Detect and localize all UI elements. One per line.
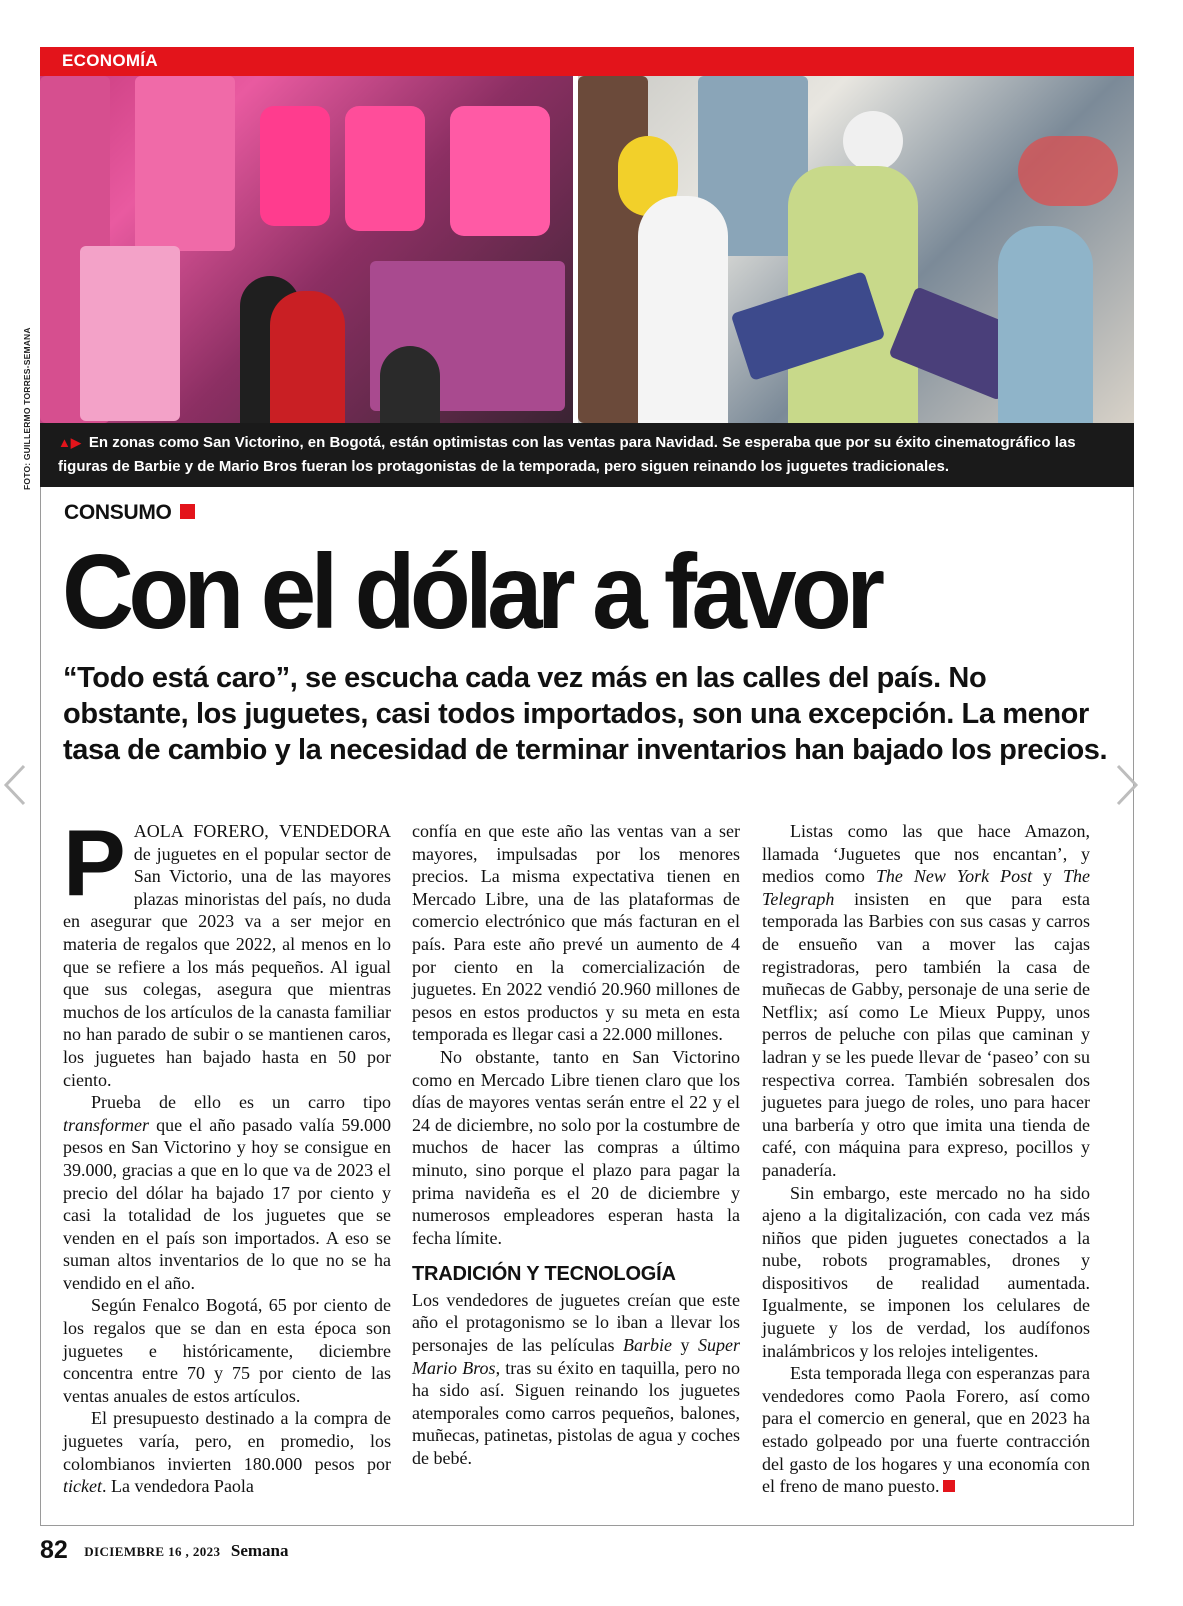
page-footer xyxy=(40,1536,289,1565)
section-label: ECONOMÍA xyxy=(62,51,158,70)
paragraph: PAOLA FORERO, VENDEDORA de juguetes en el popular sector de San Victorio, una de las mayores plazas minoristas del país, no duda en asegurar que 2023 va a ser mejor en materia de regalos que 2022, al menos en lo que se refiere a los más pequeños. Al igual que sus colegas, asegura que mientras muchos de los artículos de la canasta familiar no han parado de subir o se mantienen caros, los juguetes han bajado hasta en 50 por ciento. xyxy=(63,810,391,1090)
paragraph: El presupuesto destinado a la compra de juguetes varía, pero, en promedio, los colombianos invierten 180.000 pesos por ticket. La vendedora Paola xyxy=(63,1408,391,1497)
section-bar xyxy=(40,47,1134,76)
paragraph: Los vendedores de juguetes creían que este año el protagonismo se lo iban a llevar los personajes de las películas Barbie y Super Mario Bros, tras su éxito en taquilla, pero no ha sido así. Siguen reinando los juguetes atemporales como carros pequeños, balones, muñecas, patinetas, pistolas de agua y coches de bebé. xyxy=(412,1289,741,1469)
paragraph: Sin embargo, este mercado no ha sido ajeno a la digitalización, con cada vez más niños que piden juguetes conectados a la nube, robots programables, drones y dispositivos de realidad aumentada. Igualmente, se imponen los celulares de juguete y los de verdad, los audífonos inalámbricos y los relojes inteligentes. xyxy=(762,1182,1090,1361)
kicker xyxy=(64,501,195,525)
kicker-square-icon xyxy=(180,504,195,519)
page-number: 82 xyxy=(40,1536,68,1564)
toy-store-photo-right xyxy=(578,76,1134,423)
paragraph: Listas como las que hace Amazon, llamada ‘Juguetes que nos encantan’, y medios como The New York Post y The Telegraph insisten en que para esta temporada las Barbies con sus casas y carros de ensueño van a mover las cajas registradoras, pero también la casa de muñecas de Gabby, personaje de una serie de Netflix; así como Le Mieux Puppy, unos perros de peluche con pilas que caminan y ladran y se les puede llevar de ‘paseo’ con su respectiva correa. También sobresalen dos juguetes para juego de roles, uno para hacer una barbería y otro que imita una tienda de café, con máquina para expreso, pocillos y panadería. xyxy=(762,821,1090,1180)
previous-page-icon[interactable] xyxy=(0,762,30,808)
paragraph: Esta temporada llega con esperanzas para vendedores como Paola Forero, así como para el comercio en general, que en 2023 ha estado golpeado por una fuerte contracción del gasto de los hogares y una economía con el freno de mano puesto. xyxy=(762,1363,1090,1497)
kicker-label: CONSUMO xyxy=(64,501,172,524)
dropcap: P xyxy=(63,810,126,915)
paragraph: No obstante, tanto en San Victorino como en Mercado Libre tienen claro que los días de mayores ventas serán entre el 22 y el 24 de diciembre, no solo por la costumbre de muchos de hacer las compras a último minuto, sino porque el plazo para pagar la prima navideña es el 20 de diciembre y numerosos empleadores esperan hasta la fecha límite. xyxy=(412,1046,740,1248)
paragraph: Prueba de ello es un carro tipo transformer que el año pasado valía 59.000 pesos en San Victorino y hoy se consigue en 39.000, gracias a que en lo que va de 2023 el precio del dólar ha bajado 17 por ciento y casi la totalidad de los juguetes que se venden en el país son importados. A eso se suman altos inventarios de lo que no se ha vendido en el año. xyxy=(63,1092,391,1293)
end-mark-icon xyxy=(943,1480,955,1492)
paragraph: confía en que este año las ventas van a ser mayores, impulsadas por los menores precios. La misma expectativa tienen en Mercado Libre, una de las plataformas de comercio electrónico que más facturan en el país. Para este año prevé un aumento de 4 por ciento en la comercialización de juguetes. En 2022 vendió 20.960 millones de pesos en estos productos y su meta en esta temporada es llegar casi a 22.000 millones. xyxy=(412,821,740,1045)
subhead: TRADICIÓN Y TECNOLOGÍA xyxy=(412,1263,676,1286)
deck: “Todo está caro”, se escucha cada vez más en las calles del país. No obstante, los juguetes, casi todos importados, son una excepción. La menor tasa de cambio y la necesidad de terminar inventarios han bajado los precios. xyxy=(63,662,1108,766)
photo-caption xyxy=(40,423,1134,487)
paragraph: Según Fenalco Bogotá, 65 por ciento de los regalos que se dan en esta época son juguetes e históricamente, diciembre concentra entre 70 y 75 por ciento de las ventas anuales de estos artículos. xyxy=(63,1295,391,1406)
body-column-3 xyxy=(762,820,1090,1498)
body-column-2 xyxy=(412,820,740,1470)
next-page-icon[interactable] xyxy=(1112,762,1142,808)
headline: Con el dólar a favor xyxy=(62,533,880,651)
toy-store-photo-left xyxy=(40,76,573,423)
issue-date: DICIEMBRE 16 , 2023 xyxy=(84,1544,221,1559)
caption-arrows-icon: ▲▶ xyxy=(58,435,81,450)
caption-text: En zonas como San Victorino, en Bogotá, están optimistas con las ventas para Navidad. Se esperaba que por su éxito cinematográfico las figuras de Barbie y de Mario Bros fueran los protagonistas de la temporada, pero siguen reinando los juguetes tradicionales. xyxy=(58,434,1076,475)
body-column-1 xyxy=(63,810,391,1498)
magazine-name: Semana xyxy=(230,1541,289,1560)
